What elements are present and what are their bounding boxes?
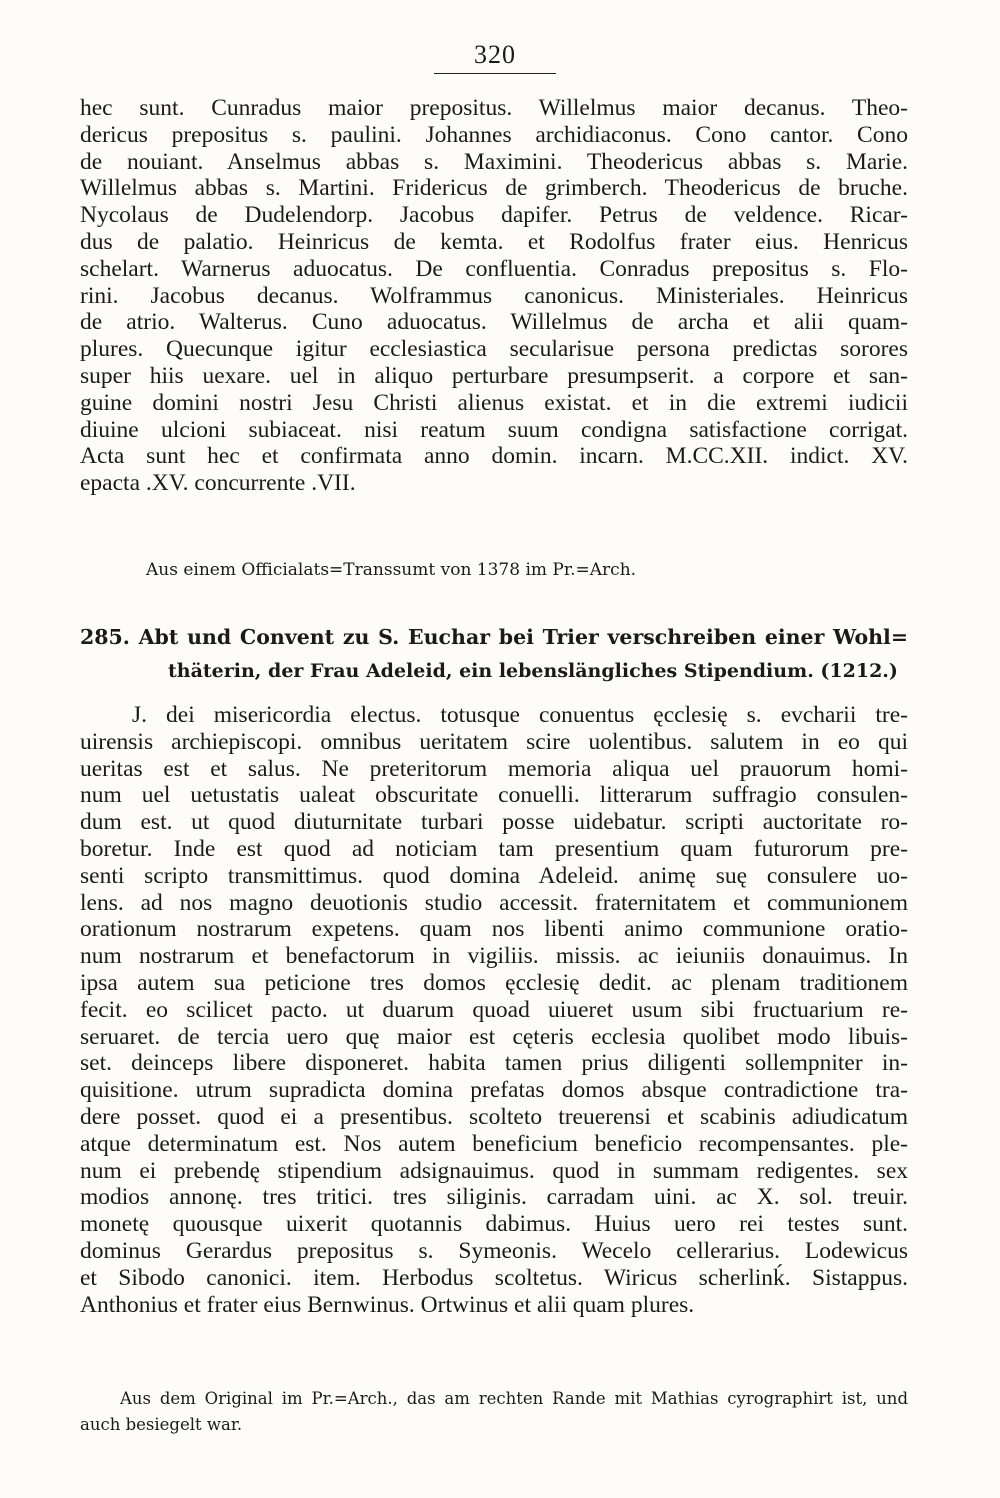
text-line: fecit. eo scilicet pacto. ut duarum quoad uiueret usum sibi fructuarium re- bbox=[80, 996, 908, 1023]
text-line: orationum nostrarum expetens. quam nos libenti animo communione oratio- bbox=[80, 916, 908, 943]
text-line: dus de palatio. Heinricus de kemta. et Rodolfus frater eius. Henricus bbox=[80, 228, 908, 255]
text-line: Acta sunt hec et confirmata anno domin. incarn. M.CC.XII. indict. XV. bbox=[80, 443, 908, 470]
page-number-rule bbox=[434, 73, 556, 74]
text-line: ueritas est et salus. Ne preteritorum memoria aliqua uel prauorum homi- bbox=[80, 755, 908, 782]
text-line: set. deinceps libere disponeret. habita tamen prius diligenti sollempniter in- bbox=[80, 1050, 908, 1077]
text-line: J. dei misericordia electus. totusque conuentus ęcclesię s. evcharii tre- bbox=[132, 702, 908, 728]
source-note-line-2: auch besiegelt war. bbox=[80, 1415, 243, 1434]
text-line: guine domini nostri Jesu Christi alienus existat. et in die extremi iudicii bbox=[80, 389, 908, 416]
text-line: plures. Quecunque igitur ecclesiastica secularisue persona predictas sorores bbox=[80, 336, 908, 363]
text-line: seruaret. de tercia uero quę maior est cęteris ecclesia quolibet modo libuis- bbox=[80, 1023, 908, 1050]
document-heading bbox=[80, 620, 908, 688]
text-line: dum est. ut quod diuturnitate turbari posse uidebatur. scripti auctoritate ro- bbox=[80, 809, 908, 836]
heading-line-1 bbox=[80, 620, 908, 654]
text-line: hec sunt. Cunradus maior prepositus. Willelmus maior decanus. Theo- bbox=[80, 95, 908, 121]
page-number: 320 bbox=[474, 40, 516, 69]
text-line: boretur. Inde est quod ad noticiam tam presentium quam futurorum pre- bbox=[80, 835, 908, 862]
text-line: modios annonę. tres tritici. tres siliginis. carradam uini. ac X. sol. treuir. bbox=[80, 1184, 908, 1211]
text-line: num nostrarum et benefactorum in vigiliis. missis. ac ieiuniis donauimus. In bbox=[80, 943, 908, 970]
text-line: quisitione. utrum supradicta domina prefatas domos absque contradictione tra- bbox=[80, 1077, 908, 1104]
text-line: atque determinatum est. Nos autem beneficium beneficio recompensantes. ple- bbox=[80, 1130, 908, 1157]
text-line: dericus prepositus s. paulini. Johannes archidiaconus. Cono cantor. Cono bbox=[80, 121, 908, 148]
text-line: epacta .XV. concurrente .VII. bbox=[80, 470, 356, 497]
text-line: monetę quousque uixerit quotannis dabimus. Huius uero rei testes sunt. bbox=[80, 1211, 908, 1238]
text-line: senti scripto transmittimus. quod domina Adeleid. animę suę consulere uo- bbox=[80, 862, 908, 889]
text-line: num ei prebendę stipendium adsignauimus. quod in summam redigentes. sex bbox=[80, 1157, 908, 1184]
text-line: diuine ulcioni subiaceat. nisi reatum suum condigna satisfactione corrigat. bbox=[80, 416, 908, 443]
text-line: super hiis uexare. uel in aliquo perturbare presumpserit. a corpore et san- bbox=[80, 362, 908, 389]
text-line: uirensis archiepiscopi. omnibus ueritatem scire uolentibus. salutem in eo qui bbox=[80, 728, 908, 755]
text-line: lens. ad nos magno deuotionis studio accessit. fraternitatem et communionem bbox=[80, 889, 908, 916]
text-line: et Sibodo canonici. item. Herbodus scoltetus. Wiricus scherlinḱ. Sistappus. bbox=[80, 1264, 908, 1291]
previous-document-text bbox=[80, 95, 908, 497]
text-line: de atrio. Walterus. Cuno aduocatus. Willelmus de archa et alii quam- bbox=[80, 309, 908, 336]
text-line: ipsa autem sua peticione tres domos ęcclesię dedit. ac plenam traditionem bbox=[80, 969, 908, 996]
text-line: schelart. Warnerus aduocatus. De confluentia. Conradus prepositus s. Flo- bbox=[80, 255, 908, 282]
text-line: Nycolaus de Dudelendorp. Jacobus dapifer. Petrus de veldence. Ricar- bbox=[80, 202, 908, 229]
text-line: dere posset. quod ei a presentibus. scolteto treuerensi et scabinis adiudicatum bbox=[80, 1103, 908, 1130]
heading-line-2: thäterin, der Frau Adeleid, ein lebenslängliches Stipendium. (1212.) bbox=[168, 660, 898, 682]
previous-source-note: Aus einem Officialats=Transsumt von 1378 im Pr.=Arch. bbox=[146, 560, 637, 580]
text-line: dominus Gerardus prepositus s. Symeonis. Wecelo cellerarius. Lodewicus bbox=[80, 1237, 908, 1264]
text-line: num uel uetustatis ualeat obscuritate conuelli. litterarum suffragio consulen- bbox=[80, 782, 908, 809]
document-285-text bbox=[80, 702, 908, 1318]
text-line: Anthonius et frater eius Bernwinus. Ortwinus et alii quam plures. bbox=[80, 1291, 695, 1318]
heading-text-1: Abt und Convent zu S. Euchar bei Trier verschreiben einer Wohl= bbox=[138, 625, 908, 649]
document-285-source-note bbox=[80, 1386, 908, 1438]
text-line: de nouiant. Anselmus abbas s. Maximini. Theodericus abbas s. Marie. bbox=[80, 148, 908, 175]
source-note-line-1: Aus dem Original im Pr.=Arch., das am rechten Rande mit Mathias cyrographirt ist, und bbox=[120, 1389, 908, 1408]
text-line: Willelmus abbas s. Martini. Fridericus de grimberch. Theodericus de bruche. bbox=[80, 175, 908, 202]
document-number: 285. bbox=[80, 625, 130, 649]
text-line: rini. Jacobus decanus. Wolframmus canonicus. Ministeriales. Heinricus bbox=[80, 282, 908, 309]
